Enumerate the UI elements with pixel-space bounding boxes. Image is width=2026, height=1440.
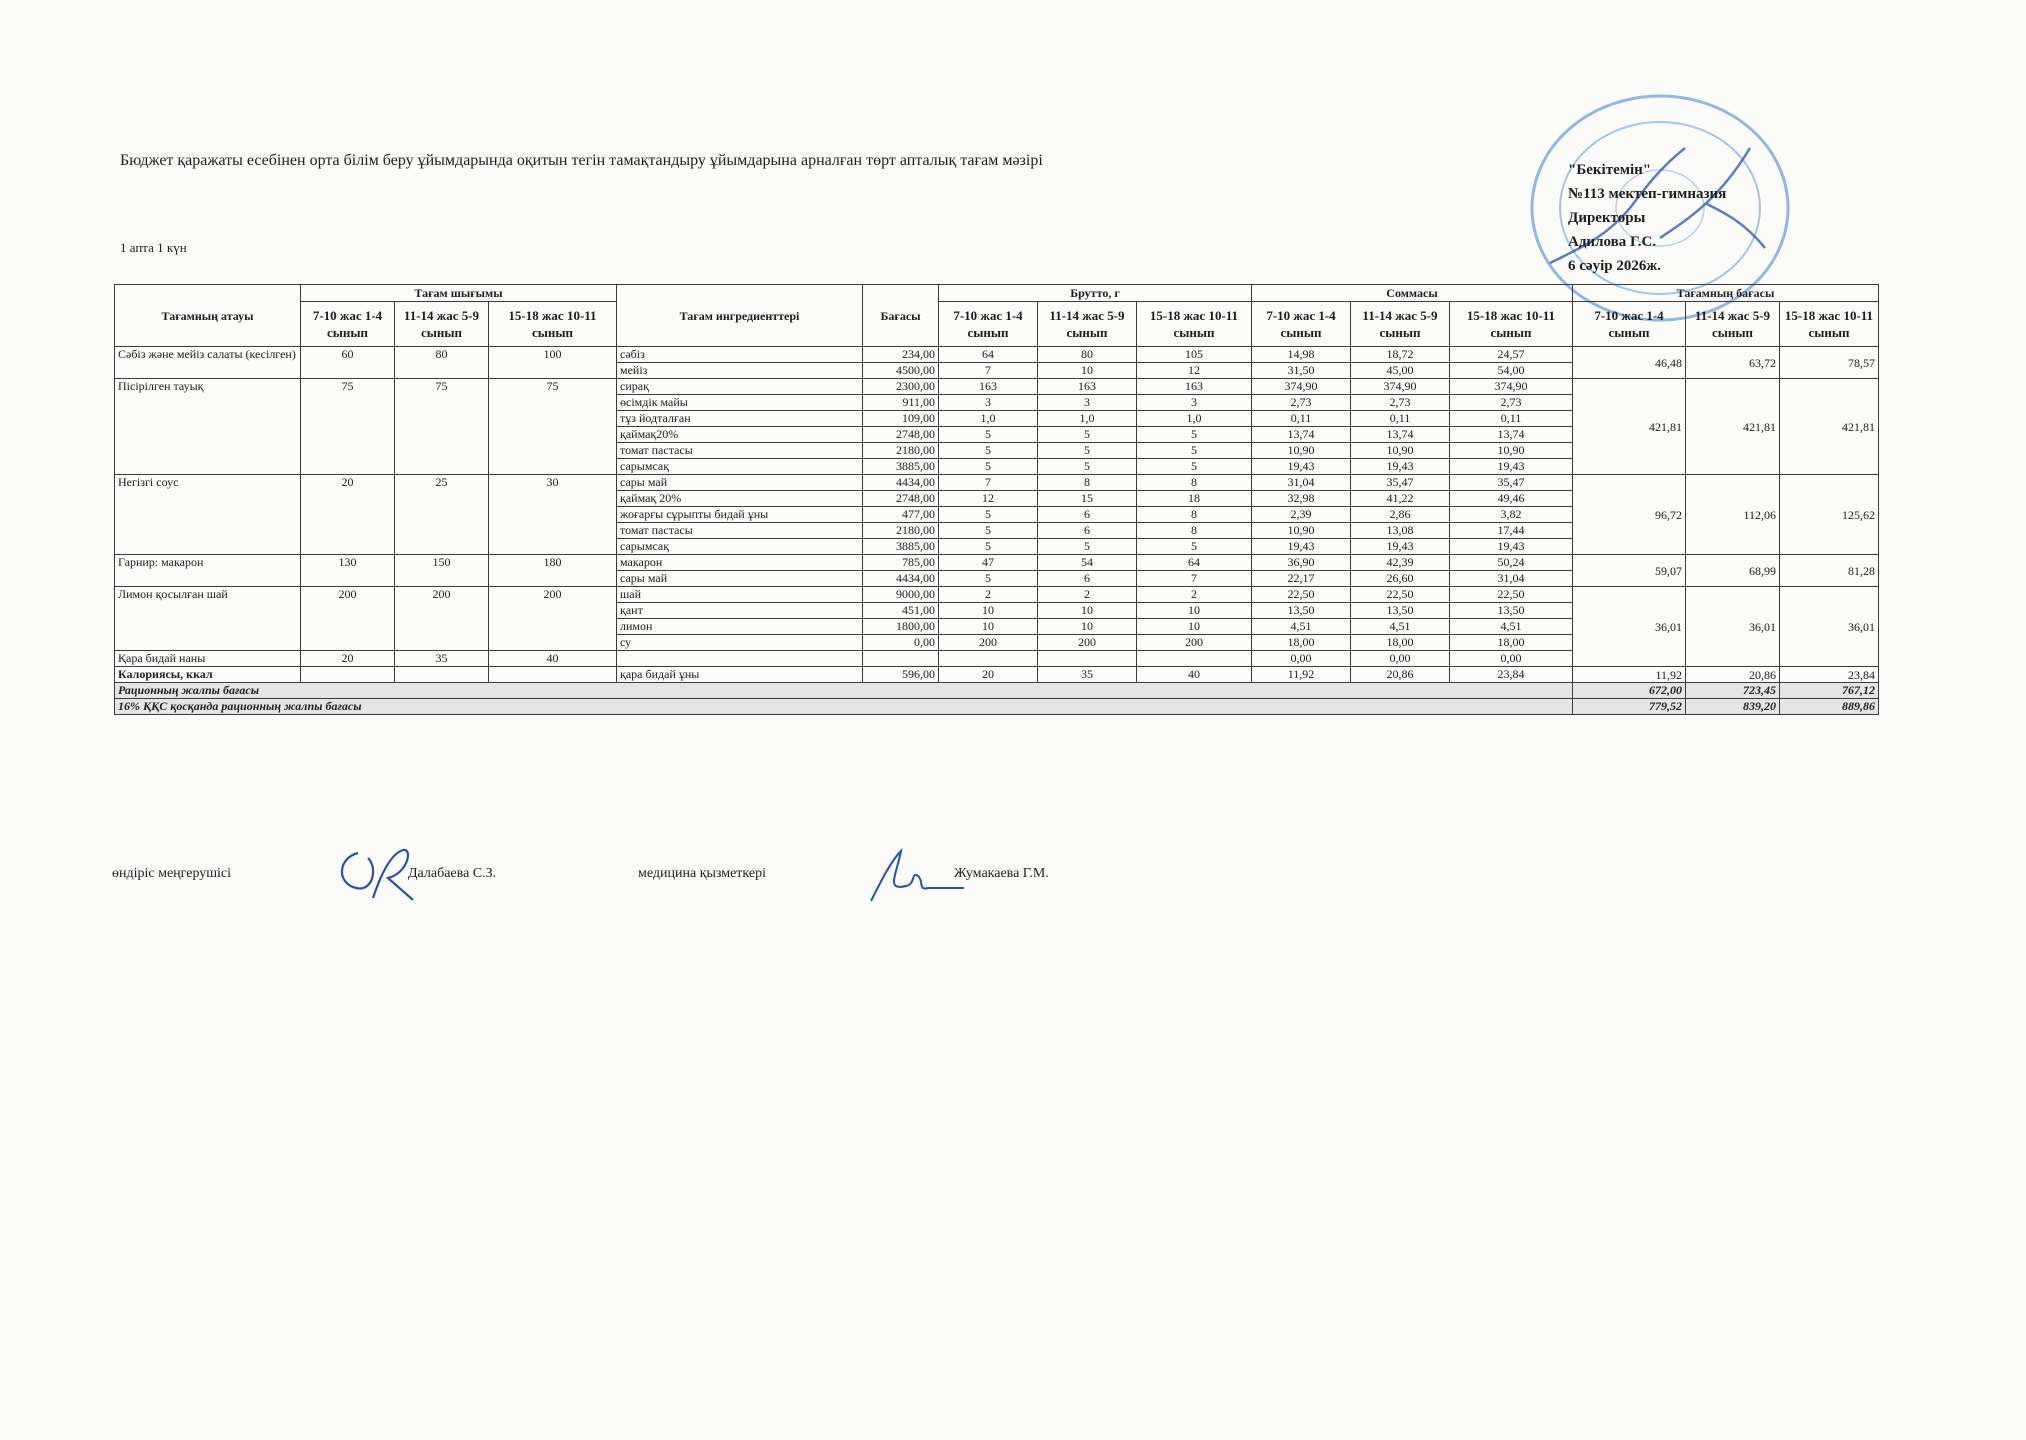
ingredient-name: қант xyxy=(617,603,863,619)
approval-line: Адилова Г.С. xyxy=(1568,234,1657,250)
sum-cell: 13,74 xyxy=(1252,427,1351,443)
ingredient-price: 234,00 xyxy=(863,347,939,363)
sum-cell: 13,74 xyxy=(1450,427,1573,443)
brutto-cell: 5 xyxy=(1137,443,1252,459)
ingredient-name: өсімдік майы xyxy=(617,395,863,411)
sum-cell: 18,72 xyxy=(1351,347,1450,363)
sum-cell: 26,60 xyxy=(1351,571,1450,587)
medical-worker-name: Жумакаева Г.М. xyxy=(954,866,1049,881)
ingredient-name: қаймақ 20% xyxy=(617,491,863,507)
portion-cell: 200 xyxy=(395,587,489,651)
sum-cell: 0,11 xyxy=(1252,411,1351,427)
sum-cell: 10,90 xyxy=(1351,443,1450,459)
dish-cost-cell: 78,57 xyxy=(1780,347,1879,379)
production-manager-name: Далабаева С.З. xyxy=(408,866,497,881)
brutto-cell: 200 xyxy=(1038,635,1137,651)
brutto-cell: 200 xyxy=(939,635,1038,651)
brutto-cell: 7 xyxy=(939,475,1038,491)
header-age-group: 7-10 жас 1-4 сынып xyxy=(1573,302,1686,347)
brutto-cell: 163 xyxy=(1038,379,1137,395)
dish-cost-cell: 96,72 xyxy=(1573,475,1686,555)
dish-cost-cell: 421,81 xyxy=(1780,379,1879,475)
sum-cell: 10,90 xyxy=(1252,443,1351,459)
dish-cost-cell: 125,62 xyxy=(1780,475,1879,555)
vat-price-value: 889,86 xyxy=(1780,699,1879,715)
dish-cost-cell: 421,81 xyxy=(1573,379,1686,475)
sum-cell: 19,43 xyxy=(1351,459,1450,475)
brutto-cell: 10 xyxy=(1038,619,1137,635)
ration-price-row xyxy=(115,683,1879,699)
sum-cell: 374,90 xyxy=(1450,379,1573,395)
header-sum: Соммасы xyxy=(1252,285,1573,302)
ingredient-name: тұз йодталған xyxy=(617,411,863,427)
ingredient-price: 1800,00 xyxy=(863,619,939,635)
document-title: Бюджет қаражаты есебінен орта білім беру ұйымдарында оқитын тегін тамақтандыру ұйымдарына арналған төрт апталық тағам мәзірі xyxy=(120,152,1043,169)
ingredient-price: 4434,00 xyxy=(863,475,939,491)
sum-cell: 42,39 xyxy=(1351,555,1450,571)
portion-cell: 60 xyxy=(301,347,395,379)
sum-cell: 0,00 xyxy=(1450,651,1573,667)
sum-cell: 18,00 xyxy=(1450,635,1573,651)
brutto-cell: 40 xyxy=(1137,667,1252,683)
menu-table xyxy=(114,284,1879,715)
sum-cell: 2,73 xyxy=(1450,395,1573,411)
ingredient-name: сары май xyxy=(617,571,863,587)
brutto-cell: 5 xyxy=(939,507,1038,523)
brutto-cell: 5 xyxy=(939,571,1038,587)
ingredient-price: 3885,00 xyxy=(863,459,939,475)
brutto-cell: 6 xyxy=(1038,571,1137,587)
approval-line: Директоры xyxy=(1568,210,1646,226)
ingredient-name: су xyxy=(617,635,863,651)
ingredient-name: сарымсақ xyxy=(617,539,863,555)
brutto-cell: 5 xyxy=(1038,427,1137,443)
ingredient-price: 596,00 xyxy=(863,667,939,683)
table-row xyxy=(115,347,1879,363)
sum-cell: 36,90 xyxy=(1252,555,1351,571)
sum-cell: 18,00 xyxy=(1351,635,1450,651)
ingredient-price xyxy=(863,651,939,667)
vat-price-label: 16% ҚҚС қосқанда рационның жалпы бағасы xyxy=(115,699,1573,715)
ingredient-price: 477,00 xyxy=(863,507,939,523)
portion-cell: 180 xyxy=(489,555,617,587)
dish-name: Калориясы, ккал xyxy=(115,667,301,683)
ration-price-label: Рационның жалпы бағасы xyxy=(115,683,1573,699)
portion-cell: 35 xyxy=(395,651,489,667)
sum-cell: 17,44 xyxy=(1450,523,1573,539)
brutto-cell: 10 xyxy=(939,603,1038,619)
dish-cost-cell: 36,01 xyxy=(1573,587,1686,667)
brutto-cell: 64 xyxy=(1137,555,1252,571)
sum-cell: 13,50 xyxy=(1252,603,1351,619)
brutto-cell: 8 xyxy=(1137,475,1252,491)
sum-cell: 2,39 xyxy=(1252,507,1351,523)
sum-cell: 31,04 xyxy=(1450,571,1573,587)
dish-cost-cell: 11,92 xyxy=(1573,667,1686,683)
brutto-cell: 5 xyxy=(1038,539,1137,555)
dish-cost-cell: 59,07 xyxy=(1573,555,1686,587)
brutto-cell: 20 xyxy=(939,667,1038,683)
brutto-cell: 6 xyxy=(1038,507,1137,523)
ingredient-price: 2748,00 xyxy=(863,427,939,443)
brutto-cell: 5 xyxy=(939,427,1038,443)
portion-cell: 130 xyxy=(301,555,395,587)
sum-cell: 22,50 xyxy=(1450,587,1573,603)
dish-cost-cell: 46,48 xyxy=(1573,347,1686,379)
sum-cell: 35,47 xyxy=(1450,475,1573,491)
header-age-group: 11-14 жас 5-9 сынып xyxy=(1038,302,1137,347)
dish-cost-cell: 112,06 xyxy=(1686,475,1780,555)
brutto-cell: 18 xyxy=(1137,491,1252,507)
brutto-cell: 80 xyxy=(1038,347,1137,363)
medical-worker-signature xyxy=(856,846,966,906)
sum-cell: 374,90 xyxy=(1351,379,1450,395)
portion-cell: 20 xyxy=(301,475,395,555)
approval-block xyxy=(1568,158,1726,278)
sum-cell: 22,50 xyxy=(1252,587,1351,603)
dish-name: Негізгі соус xyxy=(115,475,301,555)
sum-cell: 20,86 xyxy=(1351,667,1450,683)
sum-cell: 19,43 xyxy=(1351,539,1450,555)
sum-cell: 0,11 xyxy=(1450,411,1573,427)
brutto-cell: 54 xyxy=(1038,555,1137,571)
portion-cell: 200 xyxy=(301,587,395,651)
sum-cell: 10,90 xyxy=(1252,523,1351,539)
ingredient-price: 2180,00 xyxy=(863,443,939,459)
dish-cost-cell: 63,72 xyxy=(1686,347,1780,379)
portion-cell: 75 xyxy=(489,379,617,475)
dish-name: Сәбіз және мейіз салаты (кесілген) xyxy=(115,347,301,379)
brutto-cell: 5 xyxy=(1137,459,1252,475)
sum-cell: 0,11 xyxy=(1351,411,1450,427)
sum-cell: 0,00 xyxy=(1252,651,1351,667)
sum-cell: 14,98 xyxy=(1252,347,1351,363)
brutto-cell: 12 xyxy=(1137,363,1252,379)
header-age-group: 15-18 жас 10-11 сынып xyxy=(489,302,617,347)
ingredient-name: макарон xyxy=(617,555,863,571)
dish-cost-cell: 36,01 xyxy=(1780,587,1879,667)
brutto-cell: 3 xyxy=(1137,395,1252,411)
production-manager-signature xyxy=(328,838,418,908)
sum-cell: 2,73 xyxy=(1252,395,1351,411)
sum-cell: 0,00 xyxy=(1351,651,1450,667)
ingredient-price: 451,00 xyxy=(863,603,939,619)
dish-cost-cell: 20,86 xyxy=(1686,667,1780,683)
portion-cell: 100 xyxy=(489,347,617,379)
vat-price-value: 839,20 xyxy=(1686,699,1780,715)
brutto-cell: 105 xyxy=(1137,347,1252,363)
production-manager-role: өндіріс меңгерушісі xyxy=(112,866,232,881)
table-row xyxy=(115,667,1879,683)
sum-cell: 50,24 xyxy=(1450,555,1573,571)
ingredient-price: 3885,00 xyxy=(863,539,939,555)
sum-cell: 2,86 xyxy=(1351,507,1450,523)
portion-cell xyxy=(301,667,395,683)
ingredient-name: жоғарғы сұрыпты бидай ұны xyxy=(617,507,863,523)
brutto-cell xyxy=(1137,651,1252,667)
brutto-cell xyxy=(1038,651,1137,667)
dish-name: Гарнир: макарон xyxy=(115,555,301,587)
brutto-cell: 8 xyxy=(1038,475,1137,491)
brutto-cell: 1,0 xyxy=(1137,411,1252,427)
brutto-cell: 1,0 xyxy=(1038,411,1137,427)
ingredient-name xyxy=(617,651,863,667)
brutto-cell xyxy=(939,651,1038,667)
ingredient-name: томат пастасы xyxy=(617,523,863,539)
brutto-cell: 47 xyxy=(939,555,1038,571)
brutto-cell: 8 xyxy=(1137,507,1252,523)
ingredient-price: 785,00 xyxy=(863,555,939,571)
approval-line: №113 мектеп-гимназия xyxy=(1568,186,1727,202)
brutto-cell: 5 xyxy=(939,459,1038,475)
dish-cost-cell: 23,84 xyxy=(1780,667,1879,683)
header-dish-name: Тағамның атауы xyxy=(115,285,301,347)
brutto-cell: 10 xyxy=(1038,363,1137,379)
sum-cell: 13,08 xyxy=(1351,523,1450,539)
sum-cell: 24,57 xyxy=(1450,347,1573,363)
header-age-group: 15-18 жас 10-11 сынып xyxy=(1450,302,1573,347)
sum-cell: 4,51 xyxy=(1351,619,1450,635)
ingredient-name: сарымсақ xyxy=(617,459,863,475)
dish-cost-cell: 68,99 xyxy=(1686,555,1780,587)
brutto-cell: 5 xyxy=(939,523,1038,539)
dish-cost-cell: 421,81 xyxy=(1686,379,1780,475)
table-row xyxy=(115,555,1879,571)
ration-price-value: 672,00 xyxy=(1573,683,1686,699)
dish-name: Лимон қосылған шай xyxy=(115,587,301,651)
header-ingredients: Тағам ингредиенттері xyxy=(617,285,863,347)
header-age-group: 7-10 жас 1-4 сынып xyxy=(939,302,1038,347)
ingredient-name: шай xyxy=(617,587,863,603)
brutto-cell: 10 xyxy=(939,619,1038,635)
brutto-cell: 8 xyxy=(1137,523,1252,539)
ingredient-price: 4434,00 xyxy=(863,571,939,587)
brutto-cell: 5 xyxy=(1038,459,1137,475)
sum-cell: 45,00 xyxy=(1351,363,1450,379)
brutto-cell: 35 xyxy=(1038,667,1137,683)
brutto-cell: 5 xyxy=(939,539,1038,555)
ingredient-name: мейіз xyxy=(617,363,863,379)
sum-cell: 19,43 xyxy=(1252,459,1351,475)
approval-line: "Бекітемін" xyxy=(1568,162,1652,178)
header-portion: Тағам шығымы xyxy=(301,285,617,302)
ingredient-price: 109,00 xyxy=(863,411,939,427)
portion-cell xyxy=(395,667,489,683)
sum-cell: 2,73 xyxy=(1351,395,1450,411)
header-age-group: 7-10 жас 1-4 сынып xyxy=(1252,302,1351,347)
ingredient-price: 2300,00 xyxy=(863,379,939,395)
brutto-cell: 3 xyxy=(1038,395,1137,411)
sum-cell: 13,74 xyxy=(1351,427,1450,443)
brutto-cell: 64 xyxy=(939,347,1038,363)
brutto-cell: 6 xyxy=(1038,523,1137,539)
approval-date: 6 сәуір 2026ж. xyxy=(1568,258,1661,274)
sum-cell: 18,00 xyxy=(1252,635,1351,651)
header-price: Бағасы xyxy=(863,285,939,347)
portion-cell: 150 xyxy=(395,555,489,587)
brutto-cell: 5 xyxy=(1137,427,1252,443)
ingredient-price: 2180,00 xyxy=(863,523,939,539)
week-day-label: 1 апта 1 күн xyxy=(120,240,187,255)
header-age-group: 11-14 жас 5-9 сынып xyxy=(1686,302,1780,347)
ingredient-name: қара бидай ұны xyxy=(617,667,863,683)
ingredient-name: қаймақ20% xyxy=(617,427,863,443)
portion-cell: 25 xyxy=(395,475,489,555)
brutto-cell: 2 xyxy=(1038,587,1137,603)
sum-cell: 13,50 xyxy=(1450,603,1573,619)
ingredient-price: 911,00 xyxy=(863,395,939,411)
ingredient-name: сары май xyxy=(617,475,863,491)
sum-cell: 10,90 xyxy=(1450,443,1573,459)
brutto-cell: 3 xyxy=(939,395,1038,411)
header-age-group: 11-14 жас 5-9 сынып xyxy=(395,302,489,347)
brutto-cell: 2 xyxy=(1137,587,1252,603)
sum-cell: 35,47 xyxy=(1351,475,1450,491)
header-age-group: 15-18 жас 10-11 сынып xyxy=(1780,302,1879,347)
menu-body xyxy=(115,347,1879,683)
ingredient-price: 4500,00 xyxy=(863,363,939,379)
brutto-cell: 12 xyxy=(939,491,1038,507)
header-brutto: Брутто, г xyxy=(939,285,1252,302)
brutto-cell: 7 xyxy=(939,363,1038,379)
brutto-cell: 5 xyxy=(1137,539,1252,555)
header-age-group: 11-14 жас 5-9 сынып xyxy=(1351,302,1450,347)
sum-cell: 374,90 xyxy=(1252,379,1351,395)
brutto-cell: 163 xyxy=(1137,379,1252,395)
table-row xyxy=(115,587,1879,603)
header-age-group: 15-18 жас 10-11 сынып xyxy=(1137,302,1252,347)
brutto-cell: 5 xyxy=(1038,443,1137,459)
sum-cell: 41,22 xyxy=(1351,491,1450,507)
ingredient-name: лимон xyxy=(617,619,863,635)
header-dish-cost: Тағамның бағасы xyxy=(1573,285,1879,302)
sum-cell: 19,43 xyxy=(1450,539,1573,555)
ingredient-name: сәбіз xyxy=(617,347,863,363)
sum-cell: 54,00 xyxy=(1450,363,1573,379)
sum-cell: 31,04 xyxy=(1252,475,1351,491)
vat-price-value: 779,52 xyxy=(1573,699,1686,715)
table-row xyxy=(115,475,1879,491)
vat-price-row xyxy=(115,699,1879,715)
sum-cell: 19,43 xyxy=(1252,539,1351,555)
brutto-cell: 10 xyxy=(1137,603,1252,619)
brutto-cell: 5 xyxy=(939,443,1038,459)
sum-cell: 32,98 xyxy=(1252,491,1351,507)
sum-cell: 4,51 xyxy=(1450,619,1573,635)
portion-cell: 80 xyxy=(395,347,489,379)
ingredient-price: 2748,00 xyxy=(863,491,939,507)
sum-cell: 3,82 xyxy=(1450,507,1573,523)
portion-cell: 75 xyxy=(395,379,489,475)
dish-name: Қара бидай наны xyxy=(115,651,301,667)
sum-cell: 19,43 xyxy=(1450,459,1573,475)
ingredient-name: томат пастасы xyxy=(617,443,863,459)
sum-cell: 11,92 xyxy=(1252,667,1351,683)
sum-cell: 22,17 xyxy=(1252,571,1351,587)
portion-cell: 75 xyxy=(301,379,395,475)
portion-cell: 20 xyxy=(301,651,395,667)
dish-cost-cell: 36,01 xyxy=(1686,587,1780,667)
brutto-cell: 163 xyxy=(939,379,1038,395)
dish-name: Пісірілген тауық xyxy=(115,379,301,475)
brutto-cell: 15 xyxy=(1038,491,1137,507)
brutto-cell: 10 xyxy=(1137,619,1252,635)
sum-cell: 49,46 xyxy=(1450,491,1573,507)
ration-price-value: 767,12 xyxy=(1780,683,1879,699)
ingredient-price: 9000,00 xyxy=(863,587,939,603)
ration-price-value: 723,45 xyxy=(1686,683,1780,699)
brutto-cell: 1,0 xyxy=(939,411,1038,427)
table-row xyxy=(115,379,1879,395)
sum-cell: 4,51 xyxy=(1252,619,1351,635)
sum-cell: 31,50 xyxy=(1252,363,1351,379)
portion-cell: 30 xyxy=(489,475,617,555)
brutto-cell: 7 xyxy=(1137,571,1252,587)
ingredient-name: сирақ xyxy=(617,379,863,395)
dish-cost-cell: 81,28 xyxy=(1780,555,1879,587)
ingredient-price: 0,00 xyxy=(863,635,939,651)
sum-cell: 23,84 xyxy=(1450,667,1573,683)
medical-worker-role: медицина қызметкері xyxy=(638,866,766,881)
sum-cell: 13,50 xyxy=(1351,603,1450,619)
sum-cell: 22,50 xyxy=(1351,587,1450,603)
brutto-cell: 200 xyxy=(1137,635,1252,651)
brutto-cell: 2 xyxy=(939,587,1038,603)
portion-cell: 40 xyxy=(489,651,617,667)
portion-cell xyxy=(489,667,617,683)
brutto-cell: 10 xyxy=(1038,603,1137,619)
portion-cell: 200 xyxy=(489,587,617,651)
header-age-group: 7-10 жас 1-4 сынып xyxy=(301,302,395,347)
